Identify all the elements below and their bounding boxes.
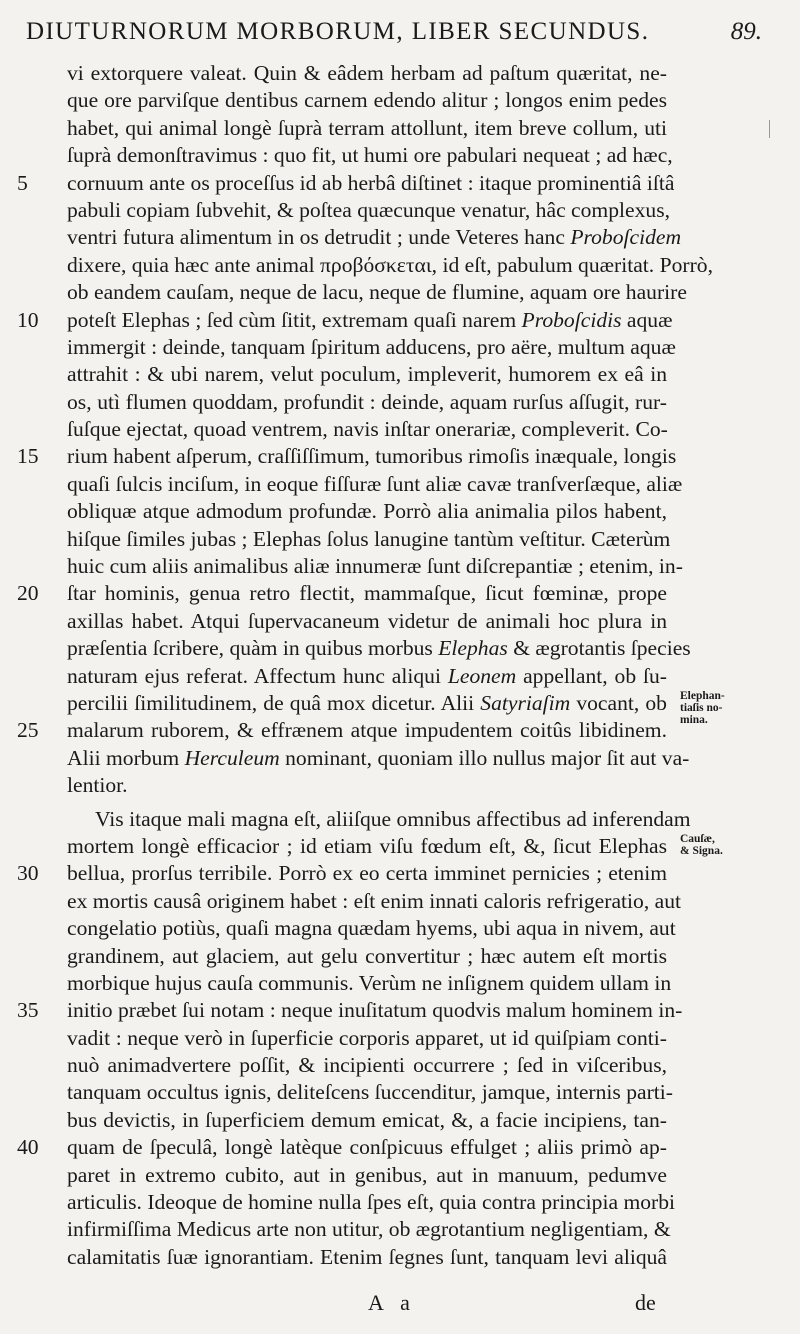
text-line <box>67 142 673 169</box>
line-text: bellua, prorſus terribile. Porrò ex eo certa imminet pernicies ; etenim <box>67 861 667 886</box>
text-line <box>67 471 683 498</box>
line-text-tail: aquæ <box>621 307 673 332</box>
margin-mark <box>769 120 770 138</box>
line-text: hiſque ſimiles jubas ; Elephas ſolus lanugine tantùm veſtitur. Cæterùm <box>67 526 671 551</box>
text-line <box>67 60 667 87</box>
line-text: mortem longè efficacior ; id etiam viſu fœdum eſt, &, ſicut Elephas <box>67 833 667 858</box>
line-text: ex mortis causâ originem habet : eſt enim innati caloris refrigeratio, aut <box>67 888 682 913</box>
italic-term: Proboſcidem <box>570 225 682 250</box>
text-line <box>67 745 690 772</box>
line-text: Alii morbum <box>67 745 185 770</box>
text-line <box>17 860 667 887</box>
line-text: naturam ejus referat. Affectum hunc aliqui <box>67 663 448 688</box>
text-line <box>67 252 713 279</box>
line-text: dixere, quia hæc ante animal προβόσκεται, id eſt, pabulum quæritat. Porrò, <box>67 252 713 277</box>
text-line <box>67 361 667 388</box>
line-text: Vis itaque mali magna eſt, aliiſque omnibus affectibus ad inferendam <box>95 806 691 831</box>
text-line <box>67 690 667 717</box>
text-line <box>17 997 683 1024</box>
signature-mark: A a <box>368 1290 416 1315</box>
italic-term: Elephas <box>438 636 508 661</box>
italic-term: Herculeum <box>184 745 280 770</box>
margin-note: Cauſæ, & Signa. <box>680 833 723 858</box>
line-text: lentior. <box>67 773 128 798</box>
line-text: ob eandem cauſam, neque de lacu, neque de flumine, aquam ore haurire <box>67 280 687 305</box>
line-text: nuò animadvertere poſſit, & incipienti occurrere ; ſed in viſceribus, <box>67 1053 667 1078</box>
line-text: cornuum ante os proceſſus id ab herbâ diſtinet : itaque prominentiâ iſtâ <box>67 170 675 195</box>
text-line <box>67 608 667 635</box>
line-number: 25 <box>17 718 39 743</box>
text-line <box>17 307 673 334</box>
text-line <box>67 1162 667 1189</box>
line-text: malarum ruborem, & effrænem atque impudentem coitûs libidinem. <box>67 718 667 743</box>
line-text: immergit : deinde, tanquam ſpiritum adducens, pro aëre, multum aquæ <box>67 334 676 359</box>
margin-note: Elephan- tiaſis no- mina. <box>680 690 725 727</box>
text-line <box>67 115 667 142</box>
line-text: pabuli copiam ſubvehit, & poſtea quæcunque venatur, hâc complexus, <box>67 197 671 222</box>
text-line <box>17 170 675 197</box>
line-text: articulis. Ideoque de homine nulla ſpes eſt, quia contra principia morbi <box>67 1190 676 1215</box>
line-text: obliquæ atque admodum profundæ. Porrò alia animalia pilos habent, <box>67 499 667 524</box>
text-line <box>67 943 667 970</box>
text-line <box>67 498 667 525</box>
text-line <box>67 635 691 662</box>
line-text: initio præbet ſui notam : neque inuſitatum quodvis malum hominem in- <box>67 998 683 1023</box>
line-number: 20 <box>17 581 39 606</box>
line-text: vi extorquere valeat. Quin & eâdem herbam ad paſtum quæritat, ne- <box>67 61 667 85</box>
line-text-tail: & ægrotantis ſpecies <box>507 636 691 661</box>
italic-term: Satyriaſim <box>480 690 571 715</box>
line-text: attrahit : & ubi narem, velut poculum, impleverit, humorem ex eâ in <box>67 362 667 387</box>
line-number: 15 <box>17 444 39 469</box>
line-text: quam de ſpeculâ, longè latèque conſpicuus effulget ; aliis primò ap- <box>67 1135 667 1160</box>
line-text: congelatio potiùs, quaſi magna quædam hyems, ubi aqua in nivem, aut <box>67 916 676 941</box>
page-number: 89. <box>730 18 762 45</box>
text-line <box>67 833 667 860</box>
line-number: 5 <box>17 170 28 195</box>
line-text: infirmiſſima Medicus arte non utitur, ob ægrotantium negligentiam, & <box>67 1217 671 1242</box>
line-number: 10 <box>17 307 39 332</box>
line-text: que ore parviſque dentibus carnem edendo alitur ; longos enim pedes <box>67 88 667 113</box>
text-line <box>67 1025 667 1052</box>
line-text: os, utì flumen quoddam, profundit : deinde, aquam rurſus aſſugit, rur- <box>67 389 667 414</box>
text-line <box>67 806 691 833</box>
text-line <box>67 416 667 443</box>
line-text: axillas habet. Atqui ſupervacaneum videtur de animali hoc plura in <box>67 608 667 633</box>
line-text: habet, qui animal longè ſuprà terram attollunt, item breve collum, uti <box>67 115 667 140</box>
line-text: ventri futura alimentum in os detrudit ; unde Veteres hanc <box>67 225 571 250</box>
text-line <box>67 389 667 416</box>
text-line <box>67 553 683 580</box>
text-line <box>17 443 677 470</box>
page-header <box>26 12 762 52</box>
line-text: præſentia ſcribere, quàm in quibus morbus <box>67 636 439 661</box>
line-text: grandinem, aut glaciem, aut gelu convertitur ; hæc autem eſt mortis <box>67 943 667 968</box>
line-text: vadit : neque verò in ſuperficie corporis apparet, ut id quiſpiam conti- <box>67 1025 667 1050</box>
text-line <box>67 334 676 361</box>
line-text: ſtar hominis, genua retro flectit, mammaſque, ſicut fœminæ, prope <box>67 581 667 606</box>
running-head: DIUTURNORUM MORBORUM, LIBER SECUNDUS. <box>26 18 650 45</box>
line-text: ſuprà demonſtravimus : quo fit, ut humi ore pabulari nequeat ; ad hæc, <box>67 143 673 168</box>
text-line <box>67 197 671 224</box>
line-number: 40 <box>17 1135 39 1160</box>
text-line <box>67 224 682 251</box>
text-line <box>67 663 667 690</box>
catchword: de <box>635 1290 656 1315</box>
line-text: tanquam occultus ignis, deliteſcens ſuccenditur, jamque, internis parti- <box>67 1080 673 1105</box>
text-line <box>67 1052 667 1079</box>
line-text: percilii ſimilitudinem, de quâ mox dicetur. Alii <box>67 690 481 715</box>
text-line <box>67 772 667 799</box>
text-line <box>67 526 671 553</box>
text-line <box>67 279 687 306</box>
line-text: rium habent aſperum, craſſiſſimum, tumoribus rimoſis inæquale, longis <box>67 444 677 469</box>
line-text-tail: nominant, quoniam illo nullus major ſit aut va- <box>279 745 690 770</box>
text-line <box>67 1244 667 1271</box>
italic-term: Proboſcidis <box>521 307 622 332</box>
line-text: paret in extremo cubito, aut in genibus, aut in manuum, pedumve <box>67 1162 667 1187</box>
line-text: calamitatis ſuæ ignorantiam. Etenim ſegnes ſunt, tanquam levi aliquâ <box>67 1244 667 1269</box>
text-line <box>67 915 676 942</box>
line-text: bus devictis, in ſuperficiem demum emicat, &, a facie incipiens, tan- <box>67 1107 667 1132</box>
line-text: huic cum aliis animalibus aliæ innumeræ ſunt diſcrepantiæ ; etenim, in- <box>67 554 683 579</box>
text-line <box>67 1216 671 1243</box>
line-text: poteſt Elephas ; ſed cùm ſitit, extremam quaſi narem <box>67 307 522 332</box>
line-number: 35 <box>17 998 39 1023</box>
line-text-tail: appellant, ob ſu- <box>516 663 667 688</box>
line-text: quaſi ſulcis inciſum, in eoque fiſſuræ ſunt aliæ cavæ tranſverſæque, aliæ <box>67 471 683 496</box>
line-number: 30 <box>17 861 39 886</box>
line-text-tail: vocant, ob <box>570 690 667 715</box>
text-line <box>67 87 667 114</box>
line-text: ſuſque ejectat, quoad ventrem, navis inſtar onerariæ, compleverit. Co- <box>67 417 668 442</box>
text-line <box>67 1079 673 1106</box>
text-line <box>67 1107 667 1134</box>
line-text: morbique hujus cauſa communis. Verùm ne inſignem quidem ullam in <box>67 970 672 995</box>
text-line <box>67 970 672 997</box>
text-line <box>17 1134 667 1161</box>
italic-term: Leonem <box>447 663 517 688</box>
text-line <box>17 580 667 607</box>
text-line <box>17 717 667 744</box>
text-line <box>67 1189 676 1216</box>
text-line <box>67 888 682 915</box>
